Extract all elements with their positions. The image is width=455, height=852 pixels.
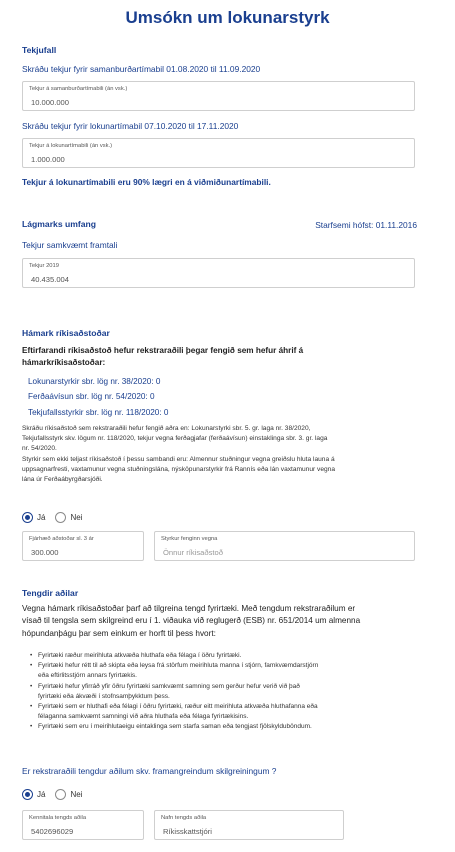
- related-intro-line: hópundanþágu þar sem einkum er horft til þess hvort:: [22, 628, 216, 638]
- state-aid-intro: [22, 345, 422, 370]
- compare-revenue-field[interactable]: [22, 81, 415, 111]
- related-kennitala-field[interactable]: [22, 810, 144, 840]
- aid-item-ferdaavisun: Ferðaávísun sbr. lög nr. 54/2020: 0: [28, 392, 155, 401]
- related-kennitala-label: Kennitala tengds aðila: [29, 815, 87, 821]
- aid-source-label: Styrkur fenginn vegna: [161, 536, 218, 542]
- state-aid-radio-no[interactable]: [55, 512, 66, 523]
- list-item-line: félaganna samkvæmt samningi við aðra hluthafa eða félaga fyrirtækisins.: [38, 713, 249, 721]
- compare-revenue-input[interactable]: [31, 98, 344, 107]
- closure-revenue-field[interactable]: [22, 138, 415, 168]
- related-name-field[interactable]: [154, 810, 344, 840]
- list-item: [30, 661, 415, 681]
- declared-revenue-label: Tekjur samkvæmt framtali: [22, 240, 118, 250]
- aid-source-field[interactable]: [154, 531, 415, 561]
- operation-start-date: Starfsemi hófst: 01.11.2016: [315, 220, 417, 230]
- state-aid-text-line: Styrkir sem ekki teljast ríkisaðstoð í þessu sambandi eru: Almennur stuðningur vegna greiðslu hluta launa á: [22, 455, 335, 463]
- related-kennitala-input[interactable]: [31, 827, 127, 836]
- related-question: Er rekstraraðili tengdur aðilum skv. framangreindum skilgreiningum ?: [22, 766, 277, 776]
- section-heading-tengdir: Tengdir aðilar: [22, 588, 79, 598]
- revenue-2019-label: Tekjur 2019: [29, 263, 59, 269]
- state-aid-text-line: Skráðu ríkisaðstoð sem rekstraraðili hefur fengið aðra en: Lokunarstyrki sbr. 5. gr. laga nr. 38/2020,: [22, 425, 311, 432]
- list-item-line: • Fyrirtæki ræður meirihluta atkvæða hluthafa eða félaga í öðru fyrirtæki.: [38, 652, 242, 659]
- section-heading-tekjufall: Tekjufall: [22, 45, 57, 55]
- related-criteria-list: [30, 651, 415, 733]
- state-aid-text-line: Tekjufallsstyrk skv. lögum nr. 118/2020, tekjur vegna ferðagjafar (ferðaávísun) einstaklinga sbr. 3. gr. laga: [22, 435, 328, 443]
- state-aid-radio-no-label[interactable]: Nei: [70, 513, 83, 522]
- aid-item-tekjufallsstyrkir: Tekjufallsstyrkir sbr. lög nr. 118/2020: 0: [28, 408, 169, 417]
- section-heading-hamark: Hámark ríkisaðstoðar: [22, 328, 110, 338]
- aid-source-input[interactable]: [163, 548, 370, 557]
- state-aid-explanation: [22, 424, 417, 485]
- revenue-drop-result: Tekjur á lokunartímabili eru 90% lægri en á viðmiðunartímabili.: [22, 177, 271, 187]
- list-item-line: fyrirtæki eða ákvæði í stofnsamþykktum þess.: [38, 692, 170, 700]
- aid-amount-field[interactable]: [22, 531, 144, 561]
- related-intro-line: vísað til tengsla sem skilgreind eru í 1. viðauka við reglugerð (ESB) nr. 651/2014 um almenna: [22, 616, 361, 626]
- related-radio-yes[interactable]: [22, 789, 33, 800]
- list-item: [30, 651, 415, 661]
- list-item: [30, 682, 415, 702]
- closure-period-label: Skráðu tekjur fyrir lokunartímabil 07.10.2020 til 17.11.2020: [22, 121, 239, 131]
- page-title: Umsókn um lokunarstyrk: [125, 8, 330, 27]
- list-item-line: • Fyrirtæki hefur rétt til að skipta eða leysa frá störfum meirihluta manna í stjórn, famkvæmdarstjórn: [38, 662, 319, 670]
- aid-item-lokunarstyrkir: Lokunarstyrkir sbr. lög nr. 38/2020: 0: [28, 377, 161, 386]
- related-intro-line: Vegna hámark ríkisaðstoðar þarf að tilgreina tengd fyrirtæki. Með tengdum rekstraraðilum er: [22, 604, 356, 613]
- related-parties-intro: [22, 603, 422, 640]
- state-aid-text-line: lána úr Ferðaábyrgðarsjóði.: [22, 476, 103, 484]
- list-item-line: • Fyrirtæki hefur yfirráð yfir öðru fyrirtæki samkvæmt samning sem gerður hefur verið við það: [38, 682, 300, 690]
- revenue-2019-input[interactable]: [31, 275, 344, 284]
- list-item: [30, 722, 415, 732]
- related-name-label: Nafn tengds aðila: [161, 815, 207, 821]
- related-radio-group: [22, 789, 92, 800]
- related-radio-yes-label[interactable]: Já: [37, 790, 46, 799]
- state-aid-text-line: uppsagnarfresti, vaxtamunur vegna stuðningslána, nýsköpunarstyrkir frá Rannís eða lán vaxtamunur vegna: [22, 465, 336, 473]
- revenue-2019-field[interactable]: [22, 258, 415, 288]
- state-aid-intro-line-1: Eftirfarandi ríkisaðstoð hefur rekstraraðili þegar fengið sem hefur áhrif á: [22, 346, 304, 355]
- aid-amount-label: Fjárhæð aðstoðar sl. 3 ár: [29, 536, 94, 542]
- state-aid-radio-group: [22, 512, 92, 523]
- state-aid-radio-yes-label[interactable]: Já: [37, 513, 46, 522]
- list-item: [30, 702, 415, 722]
- related-radio-no[interactable]: [55, 789, 66, 800]
- related-name-input[interactable]: [163, 827, 313, 836]
- list-item-line: • Fyrirtæki sem er hluthafi eða félagi í öðru fyrirtæki, ræður eitt meirihluta atkvæða hluthafanna eða: [38, 703, 318, 711]
- state-aid-intro-line-2: hámarkríkisaðstoðar:: [22, 358, 106, 368]
- state-aid-radio-yes[interactable]: [22, 512, 33, 523]
- section-heading-lagmarks: Lágmarks umfang: [22, 219, 97, 229]
- closure-revenue-input[interactable]: [31, 155, 344, 164]
- closure-revenue-label: Tekjur á lokunartímabili (án vsk.): [29, 143, 113, 149]
- compare-revenue-label: Tekjur á samanburðartímabili (án vsk.): [29, 86, 128, 92]
- list-item-line: • Fyrirtæki sem eru í meirihlutaeigu eintaklinga sem starfa saman eða tengjast fjölskylduböndum.: [38, 723, 312, 731]
- state-aid-text-line: nr. 54/2020.: [22, 445, 57, 453]
- aid-amount-input[interactable]: [31, 548, 127, 557]
- related-radio-no-label[interactable]: Nei: [70, 790, 83, 799]
- list-item-line: eða eftirlitsstjórn annars fyrirtækis.: [38, 672, 137, 680]
- compare-period-label: Skráðu tekjur fyrir samanburðartímabil 01.08.2020 til 11.09.2020: [22, 64, 261, 74]
